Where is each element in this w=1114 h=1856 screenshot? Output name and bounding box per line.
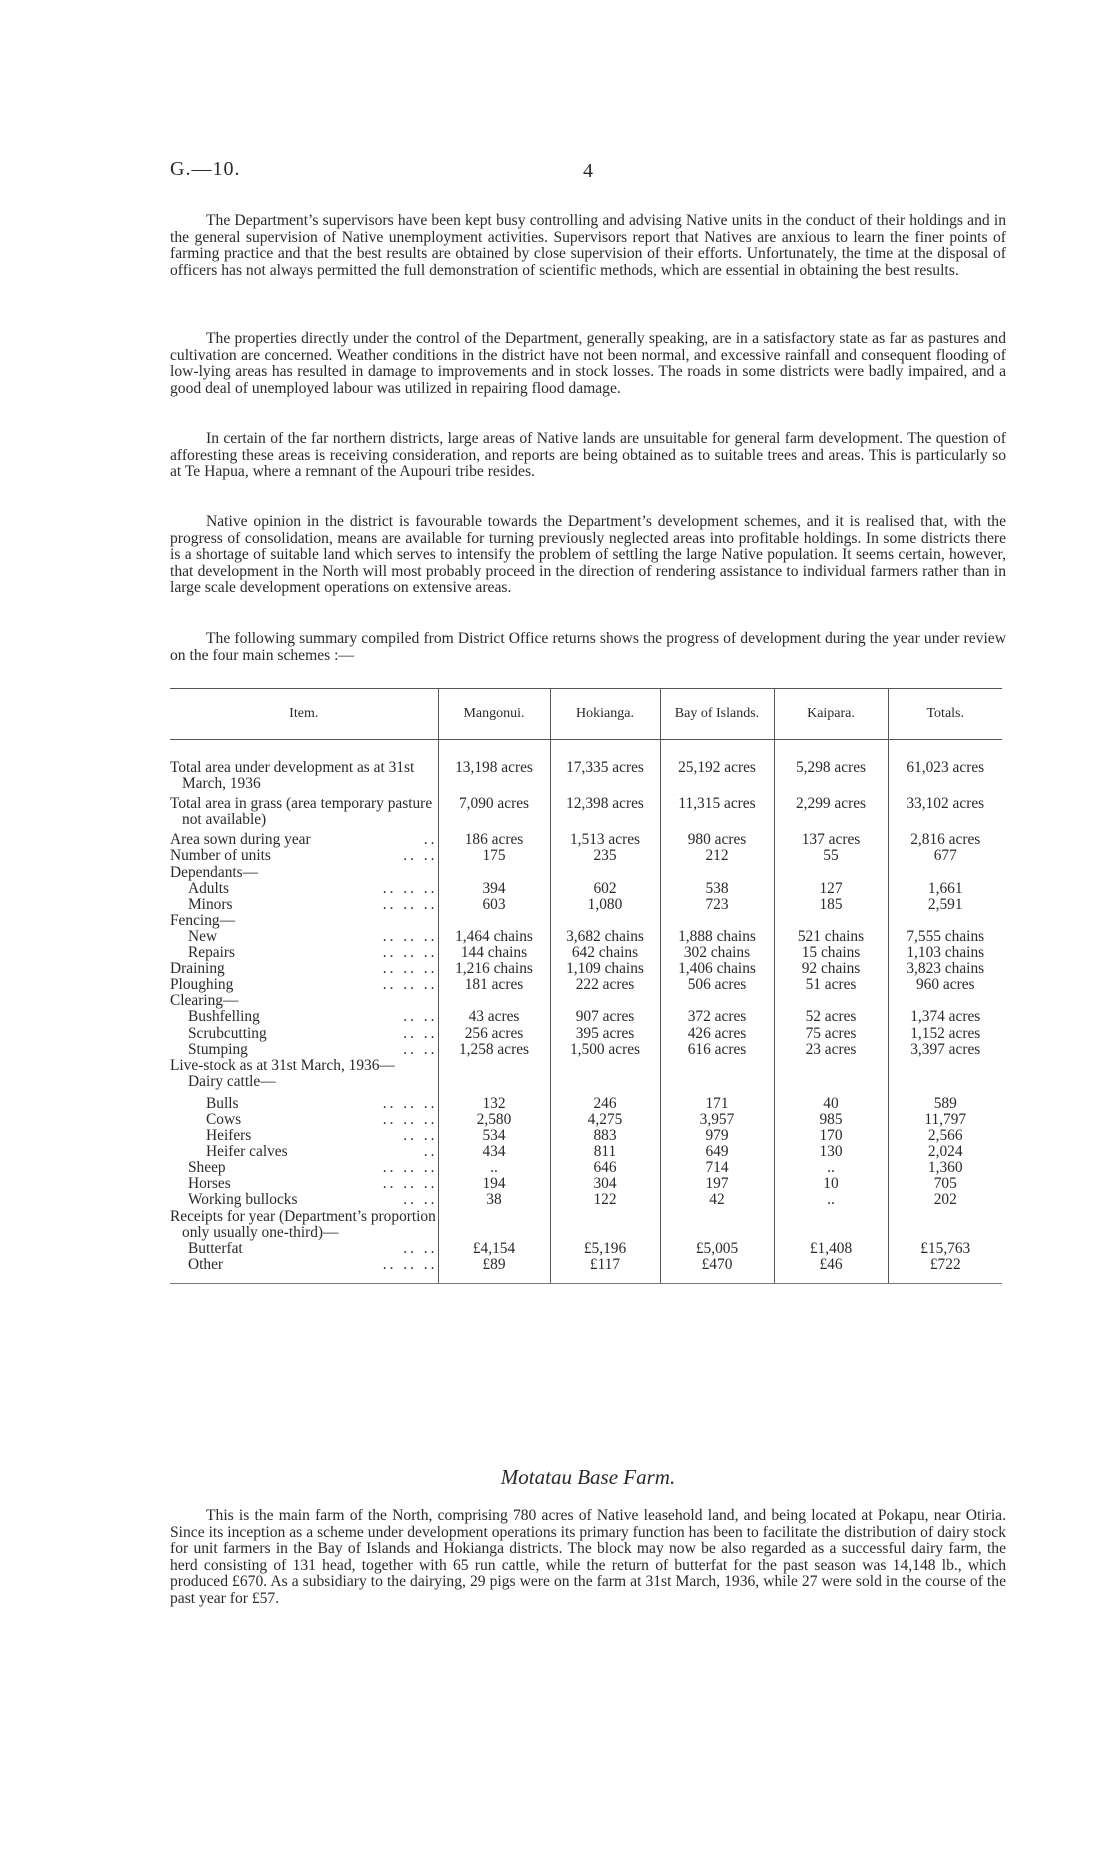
- cell-hokianga: 1,080: [550, 897, 660, 913]
- table-spacer-row: [170, 740, 1002, 761]
- cell-totals: 2,591: [888, 897, 1002, 913]
- table-row: [170, 792, 1002, 828]
- cell-totals: 1,360: [888, 1160, 1002, 1176]
- table-row: [170, 1160, 1002, 1176]
- table-row: [170, 977, 1002, 993]
- cell-hokianga: 907 acres: [550, 1009, 660, 1025]
- cell-mangonui: 38: [438, 1192, 550, 1208]
- row-label-cell: [170, 881, 438, 897]
- row-label: New: [188, 927, 218, 945]
- row-label: Horses: [188, 1175, 231, 1193]
- cell-hokianga: 3,682 chains: [550, 929, 660, 945]
- cell-totals: 1,374 acres: [888, 1009, 1002, 1025]
- row-label: Repairs: [188, 944, 236, 962]
- row-label-cell: [170, 1074, 438, 1090]
- cell-kaipara: [774, 1058, 888, 1074]
- row-label-cell: [170, 1144, 438, 1160]
- table-row: [170, 1074, 1002, 1090]
- cell-totals: [888, 1074, 1002, 1090]
- cell-hokianga: [550, 1074, 660, 1090]
- dot-leader: .. ..: [403, 1040, 438, 1058]
- dot-leader: .. ..: [403, 1191, 438, 1209]
- column-header-mangonui: Mangonui.: [438, 689, 550, 740]
- row-label: Heifers: [206, 1127, 252, 1145]
- cell-mangonui: [438, 1074, 550, 1090]
- table-row: [170, 1209, 1002, 1241]
- cell-mangonui: 2,580: [438, 1112, 550, 1128]
- cell-bay-of-islands: 538: [660, 881, 774, 897]
- cell-bay-of-islands: 3,957: [660, 1112, 774, 1128]
- row-label-cell: [170, 945, 438, 961]
- row-label-cell: [170, 993, 438, 1009]
- cell-kaipara: 137 acres: [774, 828, 888, 848]
- cell-mangonui: 144 chains: [438, 945, 550, 961]
- cell-bay-of-islands: 714: [660, 1160, 774, 1176]
- cell-hokianga: 1,513 acres: [550, 828, 660, 848]
- cell-kaipara: 985: [774, 1112, 888, 1128]
- table-row: [170, 1257, 1002, 1273]
- cell-bay-of-islands: 649: [660, 1144, 774, 1160]
- table-row: [170, 1144, 1002, 1160]
- cell-totals: 960 acres: [888, 977, 1002, 993]
- row-label-cell: [170, 865, 438, 881]
- row-label-cell: [170, 1090, 438, 1112]
- row-label: Total area in grass (area temporary pasture not available): [170, 795, 433, 829]
- dot-leader: .. .. ..: [382, 976, 438, 994]
- table-row: [170, 1090, 1002, 1112]
- cell-bay-of-islands: 42: [660, 1192, 774, 1208]
- cell-hokianga: 4,275: [550, 1112, 660, 1128]
- cell-bay-of-islands: 1,888 chains: [660, 929, 774, 945]
- cell-kaipara: 52 acres: [774, 1009, 888, 1025]
- cell-hokianga: £5,196: [550, 1241, 660, 1257]
- dot-leader: .. .. ..: [382, 1110, 438, 1128]
- dot-leader: .. .. ..: [382, 895, 438, 913]
- row-label: Area sown during year: [170, 831, 311, 849]
- cell-hokianga: 642 chains: [550, 945, 660, 961]
- cell-totals: [888, 1209, 1002, 1241]
- row-label: Number of units: [170, 847, 271, 865]
- table-row: [170, 865, 1002, 881]
- cell-mangonui: 181 acres: [438, 977, 550, 993]
- table-row: [170, 1026, 1002, 1042]
- cell-hokianga: 1,500 acres: [550, 1042, 660, 1058]
- cell-kaipara: £46: [774, 1257, 888, 1273]
- development-summary-table: [170, 688, 1002, 1284]
- section-heading-motatau: Motatau Base Farm.: [500, 1465, 676, 1489]
- cell-hokianga: 17,335 acres: [550, 760, 660, 792]
- cell-bay-of-islands: 979: [660, 1128, 774, 1144]
- cell-kaipara: 55: [774, 848, 888, 864]
- cell-totals: 1,152 acres: [888, 1026, 1002, 1042]
- cell-kaipara: 10: [774, 1176, 888, 1192]
- cell-hokianga: [550, 993, 660, 1009]
- cell-totals: 2,816 acres: [888, 828, 1002, 848]
- row-label-cell: [170, 1128, 438, 1144]
- cell-mangonui: 534: [438, 1128, 550, 1144]
- row-label: Draining: [170, 960, 225, 978]
- row-label: Butterfat: [188, 1239, 243, 1257]
- row-label-cell: [170, 828, 438, 848]
- table-row: [170, 913, 1002, 929]
- cell-bay-of-islands: £5,005: [660, 1241, 774, 1257]
- cell-totals: [888, 865, 1002, 881]
- row-label-cell: [170, 1192, 438, 1208]
- table-row: [170, 1176, 1002, 1192]
- table-row: [170, 881, 1002, 897]
- cell-bay-of-islands: 426 acres: [660, 1026, 774, 1042]
- cell-kaipara: 75 acres: [774, 1026, 888, 1042]
- row-label: Bulls: [206, 1094, 239, 1112]
- cell-mangonui: [438, 1058, 550, 1074]
- row-label-cell: [170, 1257, 438, 1273]
- row-label-cell: [170, 1058, 438, 1074]
- column-header-bay-of-islands: Bay of Islands.: [660, 689, 774, 740]
- cell-kaipara: 127: [774, 881, 888, 897]
- cell-kaipara: [774, 913, 888, 929]
- cell-hokianga: 12,398 acres: [550, 792, 660, 828]
- cell-totals: 202: [888, 1192, 1002, 1208]
- cell-kaipara: 5,298 acres: [774, 760, 888, 792]
- cell-bay-of-islands: £470: [660, 1257, 774, 1273]
- cell-mangonui: ..: [438, 1160, 550, 1176]
- cell-totals: 2,024: [888, 1144, 1002, 1160]
- cell-mangonui: [438, 913, 550, 929]
- cell-bay-of-islands: 1,406 chains: [660, 961, 774, 977]
- cell-kaipara: [774, 1209, 888, 1241]
- cell-hokianga: 304: [550, 1176, 660, 1192]
- cell-hokianga: 883: [550, 1128, 660, 1144]
- table-row: [170, 760, 1002, 792]
- dot-leader: .. ..: [403, 1008, 438, 1026]
- cell-bay-of-islands: 723: [660, 897, 774, 913]
- cell-kaipara: 23 acres: [774, 1042, 888, 1058]
- cell-mangonui: 132: [438, 1090, 550, 1112]
- cell-totals: 1,661: [888, 881, 1002, 897]
- column-header-item: Item.: [170, 689, 438, 740]
- cell-mangonui: [438, 993, 550, 1009]
- table-row: [170, 897, 1002, 913]
- row-label: Adults: [188, 879, 230, 897]
- row-label-cell: [170, 1160, 438, 1176]
- cell-totals: 33,102 acres: [888, 792, 1002, 828]
- cell-bay-of-islands: [660, 1074, 774, 1090]
- row-label: Total area under development as at 31st March, 1936: [170, 759, 415, 793]
- table-row: [170, 1241, 1002, 1257]
- row-label: Scrubcutting: [188, 1024, 267, 1042]
- cell-mangonui: [438, 865, 550, 881]
- cell-kaipara: 92 chains: [774, 961, 888, 977]
- table-row: [170, 1192, 1002, 1208]
- dot-leader: .. .. ..: [382, 1094, 438, 1112]
- cell-kaipara: 185: [774, 897, 888, 913]
- row-label-cell: [170, 792, 438, 828]
- cell-totals: 589: [888, 1090, 1002, 1112]
- table-row: [170, 828, 1002, 848]
- cell-mangonui: £4,154: [438, 1241, 550, 1257]
- paragraph-summary-intro: The following summary compiled from District Office returns shows the progress of development during the year under review on the four main schemes :—: [170, 630, 1006, 664]
- row-label: Fencing—: [170, 911, 235, 929]
- cell-mangonui: 7,090 acres: [438, 792, 550, 828]
- row-label-cell: [170, 760, 438, 792]
- row-label-cell: [170, 1209, 438, 1241]
- cell-totals: 3,397 acres: [888, 1042, 1002, 1058]
- cell-hokianga: 646: [550, 1160, 660, 1176]
- row-label-cell: [170, 913, 438, 929]
- cell-totals: 1,103 chains: [888, 945, 1002, 961]
- cell-hokianga: 222 acres: [550, 977, 660, 993]
- cell-mangonui: 1,464 chains: [438, 929, 550, 945]
- cell-kaipara: 170: [774, 1128, 888, 1144]
- row-label-cell: [170, 1009, 438, 1025]
- cell-hokianga: [550, 1058, 660, 1074]
- page-number: 4: [583, 160, 593, 182]
- cell-totals: 3,823 chains: [888, 961, 1002, 977]
- cell-hokianga: 602: [550, 881, 660, 897]
- cell-mangonui: 43 acres: [438, 1009, 550, 1025]
- cell-bay-of-islands: 302 chains: [660, 945, 774, 961]
- cell-bay-of-islands: 980 acres: [660, 828, 774, 848]
- row-label: Cows: [206, 1110, 242, 1128]
- paragraph-motatau: This is the main farm of the North, comprising 780 acres of Native leasehold land, and being located at Pokapu, near Otiria. Since its inception as a scheme under development operations its primary function has been to facilitate the distribution of dairy stock for unit farmers in the Bay of Islands and Hokianga districts. The block may now be also regarded as a successful dairy farm, the herd consisting of 131 head, together with 65 run cattle, while the return of butterfat for the past season was 14,148 lb., which produced £670. As a subsidiary to the dairying, 29 pigs were on the farm at 31st March, 1936, while 27 were sold in the course of the past year for £57.: [170, 1507, 1006, 1607]
- row-label-cell: [170, 1241, 438, 1257]
- table-bottom-rule: [170, 1273, 1002, 1284]
- table-row: [170, 1042, 1002, 1058]
- cell-totals: [888, 913, 1002, 929]
- cell-kaipara: [774, 1074, 888, 1090]
- table-row: [170, 993, 1002, 1009]
- row-label-cell: [170, 897, 438, 913]
- row-label: Receipts for year (Department’s proportion only usually one-third)—: [170, 1207, 436, 1241]
- row-label: Working bullocks: [188, 1191, 298, 1209]
- cell-bay-of-islands: 212: [660, 848, 774, 864]
- dot-leader: .. .. ..: [382, 1175, 438, 1193]
- cell-mangonui: £89: [438, 1257, 550, 1273]
- cell-kaipara: [774, 993, 888, 1009]
- cell-mangonui: 175: [438, 848, 550, 864]
- dot-leader: .. .. ..: [382, 879, 438, 897]
- dot-leader: .. .. ..: [382, 1159, 438, 1177]
- cell-kaipara: 2,299 acres: [774, 792, 888, 828]
- row-label: Heifer calves: [206, 1143, 288, 1161]
- table-row: [170, 1112, 1002, 1128]
- table-row: [170, 848, 1002, 864]
- cell-totals: 677: [888, 848, 1002, 864]
- cell-bay-of-islands: 11,315 acres: [660, 792, 774, 828]
- row-label-cell: [170, 1112, 438, 1128]
- cell-totals: 2,566: [888, 1128, 1002, 1144]
- cell-hokianga: £117: [550, 1257, 660, 1273]
- cell-totals: 11,797: [888, 1112, 1002, 1128]
- dot-leader: .. ..: [403, 1239, 438, 1257]
- dot-leader: .. .. ..: [382, 927, 438, 945]
- dot-leader: ..: [423, 1143, 438, 1161]
- table-row: [170, 1058, 1002, 1074]
- row-label: Ploughing: [170, 976, 234, 994]
- cell-kaipara: £1,408: [774, 1241, 888, 1257]
- cell-hokianga: [550, 1209, 660, 1241]
- cell-kaipara: [774, 865, 888, 881]
- table-row: [170, 945, 1002, 961]
- cell-totals: 61,023 acres: [888, 760, 1002, 792]
- dot-leader: .. ..: [403, 847, 438, 865]
- row-label-cell: [170, 977, 438, 993]
- cell-mangonui: 603: [438, 897, 550, 913]
- cell-hokianga: 811: [550, 1144, 660, 1160]
- cell-bay-of-islands: [660, 1058, 774, 1074]
- row-label-cell: [170, 1176, 438, 1192]
- cell-mangonui: 186 acres: [438, 828, 550, 848]
- cell-bay-of-islands: [660, 865, 774, 881]
- row-label: Live-stock as at 31st March, 1936—: [170, 1056, 395, 1074]
- cell-totals: [888, 1058, 1002, 1074]
- cell-hokianga: 1,109 chains: [550, 961, 660, 977]
- table-header-row: [170, 689, 1002, 740]
- cell-mangonui: 194: [438, 1176, 550, 1192]
- dot-leader: .. .. ..: [382, 944, 438, 962]
- row-label: Stumping: [188, 1040, 248, 1058]
- column-header-kaipara: Kaipara.: [774, 689, 888, 740]
- paragraph-properties: The properties directly under the control of the Department, generally speaking, are in a satisfactory state as far as pastures and cultivation are concerned. Weather conditions in the district have not been normal, and excessive rainfall and consequent flooding of low-lying areas has resulted in damage to improvements and in stock losses. The roads in some districts were badly impaired, and a good deal of unemployed labour was utilized in repairing flood damage.: [170, 330, 1006, 397]
- cell-kaipara: 40: [774, 1090, 888, 1112]
- cell-hokianga: 395 acres: [550, 1026, 660, 1042]
- dot-leader: .. .. ..: [382, 960, 438, 978]
- row-label-cell: [170, 929, 438, 945]
- row-label-cell: [170, 1042, 438, 1058]
- row-label-cell: [170, 848, 438, 864]
- dot-leader: .. ..: [403, 1024, 438, 1042]
- cell-totals: 705: [888, 1176, 1002, 1192]
- column-header-hokianga: Hokianga.: [550, 689, 660, 740]
- paragraph-northern-districts: In certain of the far northern districts, large areas of Native lands are unsuitable for general farm development. The question of afforesting these areas is receiving consideration, and reports are being obtained as to suitable trees and areas. This is particularly so at Te Hapua, where a remnant of the Aupouri tribe resides.: [170, 430, 1006, 480]
- table-row: [170, 929, 1002, 945]
- cell-kaipara: 130: [774, 1144, 888, 1160]
- cell-kaipara: 15 chains: [774, 945, 888, 961]
- cell-bay-of-islands: 25,192 acres: [660, 760, 774, 792]
- cell-hokianga: 122: [550, 1192, 660, 1208]
- cell-bay-of-islands: [660, 993, 774, 1009]
- cell-totals: £722: [888, 1257, 1002, 1273]
- table-row: [170, 1128, 1002, 1144]
- cell-bay-of-islands: [660, 913, 774, 929]
- row-label: Other: [188, 1255, 224, 1273]
- cell-totals: £15,763: [888, 1241, 1002, 1257]
- cell-hokianga: [550, 865, 660, 881]
- cell-mangonui: 1,216 chains: [438, 961, 550, 977]
- row-label: Sheep: [188, 1159, 226, 1177]
- cell-kaipara: 51 acres: [774, 977, 888, 993]
- cell-kaipara: ..: [774, 1192, 888, 1208]
- cell-hokianga: 235: [550, 848, 660, 864]
- row-label: Bushfelling: [188, 1008, 260, 1026]
- cell-mangonui: 394: [438, 881, 550, 897]
- cell-totals: 7,555 chains: [888, 929, 1002, 945]
- dot-leader: ..: [423, 831, 438, 849]
- cell-mangonui: 1,258 acres: [438, 1042, 550, 1058]
- cell-bay-of-islands: 197: [660, 1176, 774, 1192]
- cell-mangonui: 434: [438, 1144, 550, 1160]
- cell-bay-of-islands: 506 acres: [660, 977, 774, 993]
- cell-hokianga: [550, 913, 660, 929]
- row-label-cell: [170, 961, 438, 977]
- row-label: Clearing—: [170, 992, 239, 1010]
- cell-bay-of-islands: 171: [660, 1090, 774, 1112]
- column-header-totals: Totals.: [888, 689, 1002, 740]
- table-row: [170, 1009, 1002, 1025]
- cell-bay-of-islands: 372 acres: [660, 1009, 774, 1025]
- cell-bay-of-islands: [660, 1209, 774, 1241]
- paragraph-native-opinion: Native opinion in the district is favourable towards the Department’s development schemes, and it is realised that, with the progress of consolidation, means are available for turning previously neglected areas into profitable holdings. In some districts there is a shortage of suitable land which serves to intensify the problem of settling the large Native population. It seems certain, however, that development in the North will most probably proceed in the direction of rendering assistance to individual farmers rather than in large scale development operations on extensive areas.: [170, 513, 1006, 596]
- cell-mangonui: 13,198 acres: [438, 760, 550, 792]
- cell-kaipara: ..: [774, 1160, 888, 1176]
- row-label-cell: [170, 1026, 438, 1042]
- cell-mangonui: 256 acres: [438, 1026, 550, 1042]
- dot-leader: .. .. ..: [382, 1255, 438, 1273]
- page-header-code: G.—10.: [170, 158, 241, 180]
- cell-totals: [888, 993, 1002, 1009]
- table-row: [170, 961, 1002, 977]
- cell-kaipara: 521 chains: [774, 929, 888, 945]
- cell-mangonui: [438, 1209, 550, 1241]
- row-label: Minors: [188, 895, 233, 913]
- dot-leader: .. ..: [403, 1127, 438, 1145]
- paragraph-supervisors: The Department’s supervisors have been kept busy controlling and advising Native units in the conduct of their holdings and in the general supervision of Native unemployment activities. Supervisors report that Natives are anxious to learn the finer points of farming practice and that the best results are obtained by close supervision of their efforts. Unfortunately, the time at the disposal of officers has not always permitted the full demonstration of scientific methods, which are essential in obtaining the best results.: [170, 212, 1006, 279]
- row-label: Dairy cattle—: [188, 1072, 276, 1090]
- cell-hokianga: 246: [550, 1090, 660, 1112]
- cell-bay-of-islands: 616 acres: [660, 1042, 774, 1058]
- row-label: Dependants—: [170, 863, 259, 881]
